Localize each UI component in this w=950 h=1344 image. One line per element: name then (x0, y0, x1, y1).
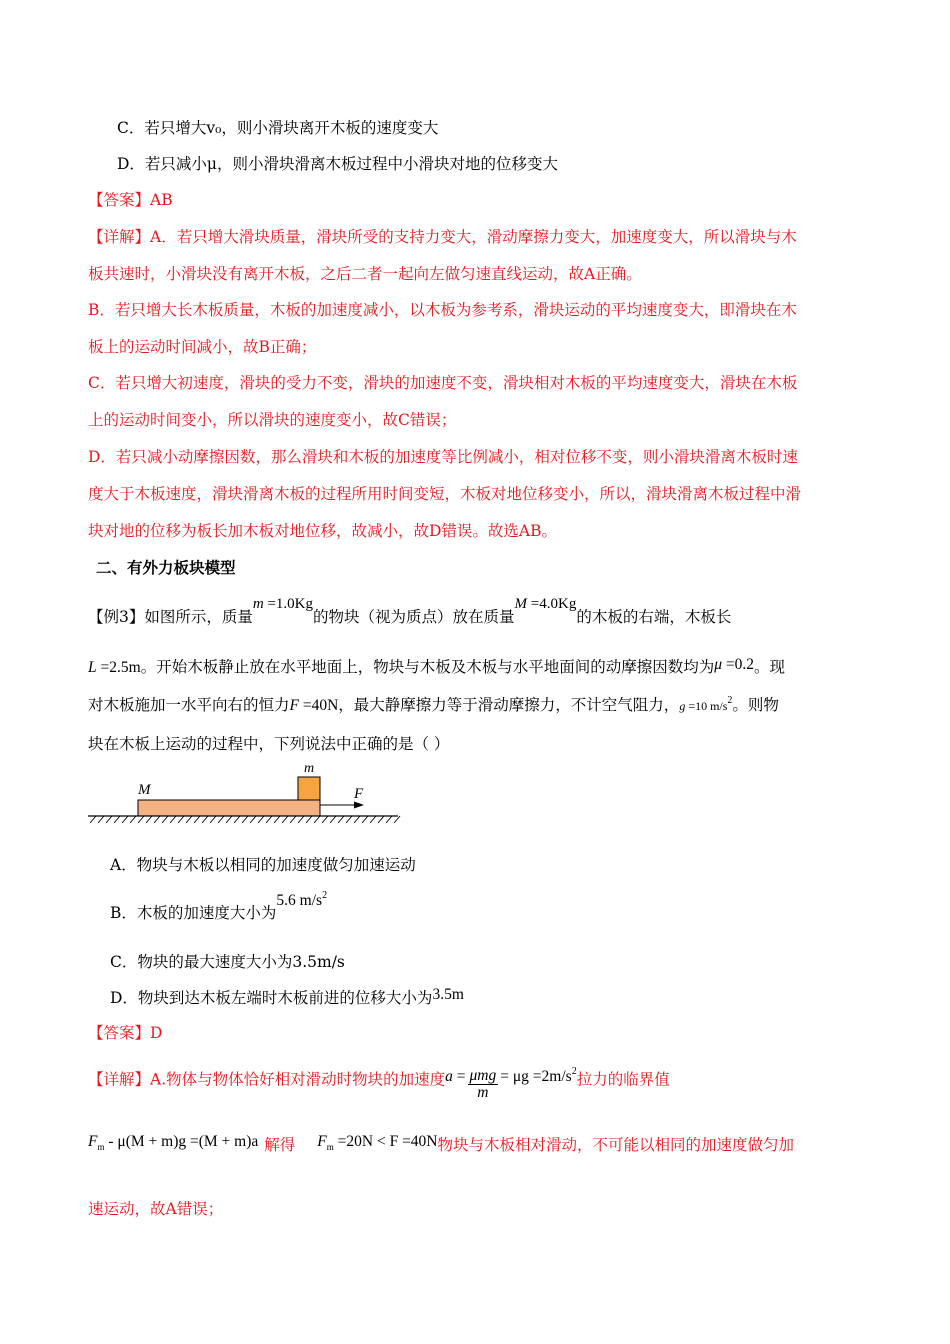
eq-a-lhs: a = (445, 1067, 466, 1085)
example-3-line-3 (88, 694, 779, 719)
ex3-mass-m: m =1.0Kg (252, 596, 314, 612)
example-3-line-4: 块在木板上运动的过程中，下列说法中正确的是（ ） (88, 735, 450, 753)
answer-1: 【答案】AB (88, 191, 173, 209)
detail-1-line-7: D．若只减小动摩擦因数，那么滑块和木板的加速度等比例减小，相对位移不变，则小滑块滑离木板时速 (88, 448, 798, 466)
ex3-force: F =40N (289, 697, 339, 714)
detail-1-line-9: 块对地的位移为板长加木板对地位移，故减小，故D错误。故选AB。 (88, 522, 558, 540)
ex3-text-e: 。现 (753, 658, 785, 676)
eq-fraction: $\frac{\text{μmg}}{m}$ (469, 1067, 497, 1101)
eq-a-rhs: = $\mu g =2m/s^2$ (500, 1065, 577, 1085)
option-c: C．若只增大v₀，则小滑块离开木板的速度变大 (117, 119, 439, 137)
example-3-line-1 (88, 596, 732, 629)
label-m: m (304, 761, 315, 776)
option-c-2: C．物块的最大速度大小为3.5m/s (110, 953, 345, 971)
section-heading: 二、有外力板块模型 (96, 558, 236, 577)
option-a-2: A．物块与木板以相同的加速度做匀加速运动 (110, 856, 416, 874)
example-3-line-2 (88, 656, 785, 679)
detail-1-line-3: B．若只增大长木板质量，木板的加速度减小，以木板为参考系，滑块运动的平均速度变大，即滑块在木 (88, 301, 797, 319)
detail-1-line-4: 板上的运动时间减小，故B正确； (88, 338, 317, 356)
detail-1-line-2: 板共速时，小滑块没有离开木板，之后二者一起向左做匀速直线运动，故A正确。 (88, 265, 642, 283)
detail-2-solve: 解得 (264, 1136, 296, 1154)
option-d-2-value: 3.5m (432, 986, 464, 1003)
ex3-mass-M: M =4.0Kg (514, 596, 577, 612)
option-d: D．若只减小μ，则小滑块滑离木板过程中小滑块对地的位移变大 (117, 155, 559, 173)
board-rect (138, 800, 320, 816)
ex3-intro: 【例3】如图所示，质量 (88, 608, 253, 626)
option-b-2: B．木板的加速度大小为5.6 $m/s^2$ (110, 890, 328, 922)
detail-2-line-2 (88, 1134, 794, 1158)
detail-2-intro: 【详解】A.物体与物体恰好相对滑动时物块的加速度 (88, 1070, 446, 1089)
ex3-text-d: 。开始木板静止放在水平地面上，物块与木板及木板与水平地面间的动摩擦因数均为 (140, 658, 715, 676)
detail-2-line-3: 速运动，故A错误； (88, 1200, 224, 1218)
ground-hatch (90, 816, 400, 823)
force-arrow-head (354, 802, 364, 809)
ex3-text-g: ，最大静摩擦力等于滑动摩擦力，不计空气阻力， (338, 696, 680, 714)
option-d-2: D．物块到达木板左端时木板前进的位移大小为3.5m (110, 986, 464, 1007)
label-M: M (138, 782, 151, 798)
option-b-2-value: 5.6 $m/s^2$ (276, 890, 328, 909)
label-F: F (354, 786, 364, 802)
ex3-mu: μ =0.2 (714, 656, 754, 673)
ex3-text-h: 。则物 (732, 696, 779, 714)
detail-1-line-1: 【详解】A．若只增大滑块质量，滑块所受的支持力变大，滑动摩擦力变大，加速度变大，所以滑块与木 (88, 228, 797, 246)
ex3-gravity: g =10 $m/s^2$ (679, 695, 733, 713)
detail-2-conclusion: 物块与木板相对滑动，不可能以相同的加速度做匀加 (437, 1136, 795, 1154)
answer-2: 【答案】D (88, 1024, 163, 1042)
detail-1-line-6: 上的运动时间变小，所以滑块的速度变小，故C错误； (88, 411, 457, 429)
detail-2-critical: 拉力的临界值 (576, 1070, 670, 1089)
ex3-text-c: 的木板的右端，木板长 (576, 608, 732, 626)
ex3-text-f: 对木板施加一水平向右的恒力 (88, 696, 290, 714)
block-rect (298, 777, 320, 800)
board-block-figure (86, 760, 406, 830)
detail-1-line-8: 度大于木板速度，滑块滑离木板的过程所用时间变短，木板对地位移变小，所以，滑块滑离木板过程中滑 (88, 485, 802, 503)
ex3-length: L =2.5m (88, 659, 141, 676)
detail-1-line-5: C．若只增大初速度，滑块的受力不变，滑块的加速度不变，滑块相对木板的平均速度变大，滑块在木板 (88, 374, 798, 392)
detail-2-line-1 (88, 1064, 670, 1101)
eq-result: $F_m =20N < F =40N$ (317, 1133, 438, 1152)
eq-newton: $F_m - \mu(M + m)g =(M + m)a$ (88, 1133, 259, 1152)
ex3-text-b: 的物块（视为质点）放在质量 (313, 608, 515, 626)
